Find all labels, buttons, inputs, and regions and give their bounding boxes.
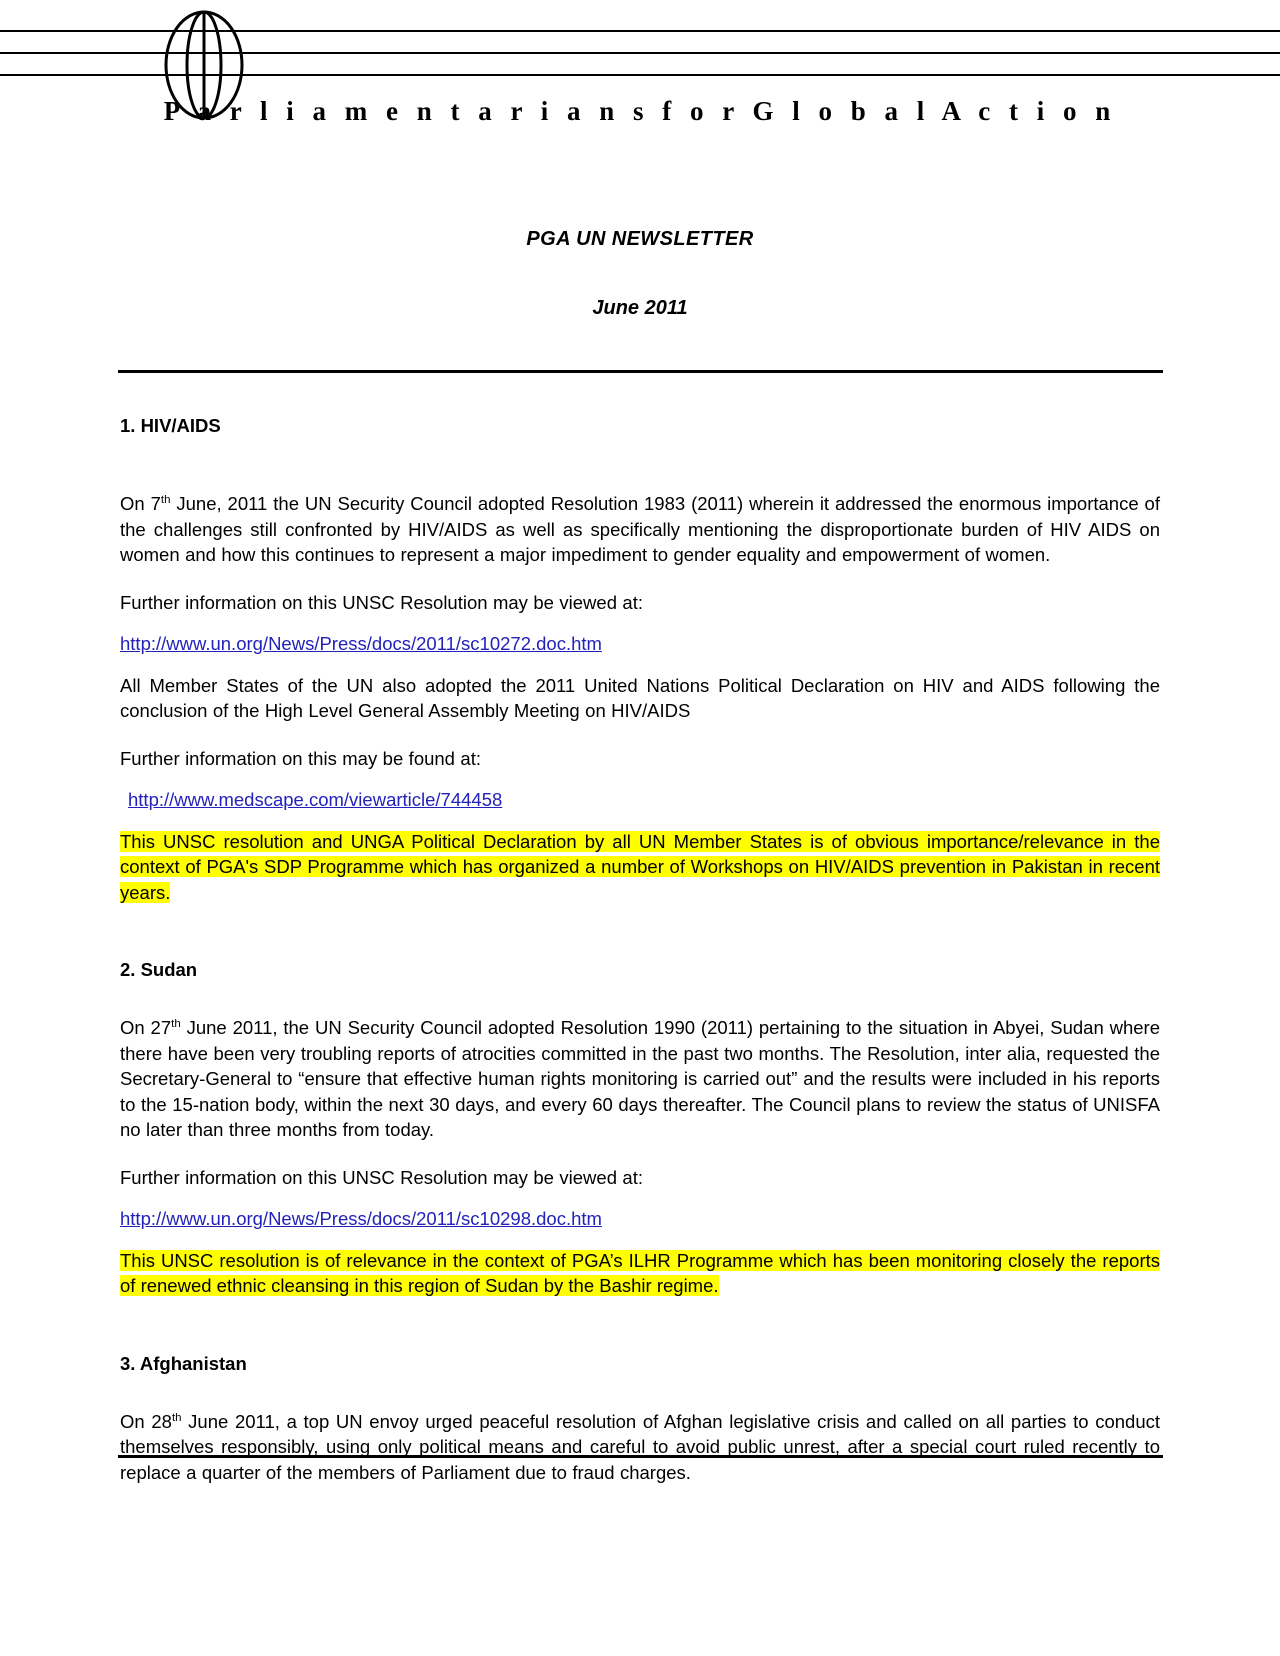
ordinal-suffix: th <box>171 1411 182 1424</box>
document-body <box>120 373 1160 1485</box>
section-heading: 3. Afghanistan <box>120 1352 247 1374</box>
section-paragraph: All Member States of the UN also adopted the 2011 United Nations Political Declaration on HIV and AIDS following the conclusion of the High Level General Assembly Meeting on HIV/AIDS <box>120 674 1160 721</box>
resolution-link[interactable]: http://www.un.org/News/Press/docs/2011/sc10298.doc.htm <box>120 1208 602 1229</box>
lead-in-text: Further information on this UNSC Resolution may be viewed at: <box>120 591 643 613</box>
section-sudan <box>120 959 1160 1299</box>
footer-divider <box>118 1455 1163 1458</box>
section-heading: 1. HIV/AIDS <box>120 415 221 436</box>
paragraph-date-prefix: On 7 <box>120 493 161 514</box>
section-paragraph <box>120 491 1160 568</box>
highlighted-note <box>120 829 1160 906</box>
section-hiv-aids <box>120 415 1160 905</box>
article-link[interactable]: http://www.medscape.com/viewarticle/744458 <box>128 789 503 810</box>
section-paragraph <box>120 1409 1160 1486</box>
section-afghanistan <box>120 1353 1160 1486</box>
lead-in-text: Further information on this UNSC Resolution may be viewed at: <box>120 1166 643 1188</box>
lead-in-text: Further information on this may be found at: <box>120 747 481 769</box>
page-title: PGA UN NEWSLETTER <box>526 228 754 250</box>
masthead <box>0 0 1280 150</box>
section-heading: 2. Sudan <box>120 959 198 980</box>
highlighted-note <box>120 1248 1160 1299</box>
organization-name: P a r l i a m e n t a r i a n s f o r G l o b a l A c t i o n <box>163 96 1117 126</box>
globe-icon <box>163 10 245 120</box>
ordinal-suffix: th <box>171 1017 181 1030</box>
ordinal-suffix: th <box>160 493 171 506</box>
section-paragraph <box>120 1015 1160 1143</box>
paragraph-text: June, 2011 the UN Security Council adopted Resolution 1983 (2011) wherein it addressed the enormous importance of the challenges still confronted by HIV/AIDS as well as specifically mentioning the disproportionate burden of HIV AIDS on women and how this continues to represent a major impediment to gender equality and empowerment of women. <box>120 493 1160 565</box>
paragraph-date-prefix: On 27 <box>120 1017 172 1038</box>
paragraph-date-prefix: On 28 <box>120 1410 172 1432</box>
paragraph-text: June 2011, the UN Security Council adopted Resolution 1990 (2011) pertaining to the situation in Abyei, Sudan where there have been very troubling reports of atrocities committed in the past two months. The Resolution, inter alia, requested the Secretary-General to “ensure that effective human rights monitoring is carried out” and the results were included in his reports to the 15-nation body, within the next 30 days, and every 60 days thereafter. The Council plans to review the status of UNISFA no later than three months from today. <box>120 1017 1160 1140</box>
title-block <box>0 228 1280 320</box>
highlight-text: This UNSC resolution and UNGA Political Declaration by all UN Member States is of obvious importance/relevance in the context of PGA's SDP Programme which has organized a number of Workshops on HIV/AIDS prevention in Pakistan in recent years. <box>120 830 1160 903</box>
highlight-text: This UNSC resolution is of relevance in the context of PGA’s ILHR Programme which has been monitoring closely the reports of renewed ethnic cleansing in this region of Sudan by the Bashir regime. <box>120 1249 1160 1296</box>
paragraph-text: June 2011, a top UN envoy urged peaceful resolution of Afghan legislative crisis and called on all parties to conduct themselves responsibly, using only political means and careful to avoid public unrest, after a special court ruled recently to replace a quarter of the members of Parliament due to fraud charges. <box>120 1410 1160 1483</box>
newsletter-date: June 2011 <box>592 297 688 319</box>
resolution-link[interactable]: http://www.un.org/News/Press/docs/2011/sc10272.doc.htm <box>120 633 602 654</box>
